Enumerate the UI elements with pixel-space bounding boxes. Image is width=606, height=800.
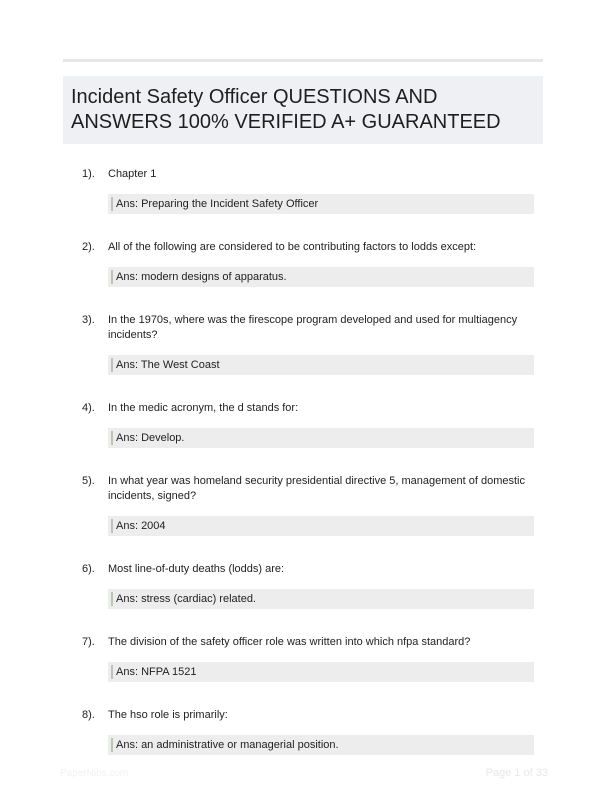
answer-text: Ans: NFPA 1521 [116, 666, 197, 678]
page-indicator: Page 1 of 33 [485, 767, 548, 779]
answer-box [108, 355, 534, 375]
answer-accent-bar [111, 197, 113, 211]
answer-accent-bar [111, 738, 113, 752]
question-item-3 [63, 306, 543, 375]
footer-watermark: PaperNibs.com [60, 768, 129, 779]
answer-accent-bar [111, 358, 113, 372]
question-item-6 [63, 555, 543, 609]
question-text: In what year was homeland security presidential directive 5, management of domestic incidents, signed? [108, 475, 525, 502]
question-number: 1). [82, 168, 95, 180]
answer-box [108, 267, 534, 287]
question-item-5 [63, 467, 543, 536]
question-item-8 [63, 701, 543, 755]
question-item-2 [63, 233, 543, 287]
answer-accent-bar [111, 665, 113, 679]
answer-text: Ans: Develop. [116, 432, 185, 444]
answer-box [108, 735, 534, 755]
answer-accent-bar [111, 431, 113, 445]
question-text: All of the following are considered to be contributing factors to lodds except: [108, 241, 477, 253]
answer-box [108, 194, 534, 214]
question-item-4 [63, 394, 543, 448]
question-list [63, 160, 543, 774]
answer-text: Ans: stress (cardiac) related. [116, 593, 256, 605]
question-number: 6). [82, 563, 95, 575]
answer-box [108, 428, 534, 448]
answer-accent-bar [111, 592, 113, 606]
question-item-7 [63, 628, 543, 682]
question-item-1 [63, 160, 543, 214]
answer-accent-bar [111, 519, 113, 533]
answer-text: Ans: Preparing the Incident Safety Officer [116, 198, 319, 210]
answer-box [108, 662, 534, 682]
answer-accent-bar [111, 270, 113, 284]
question-number: 3). [82, 314, 95, 326]
question-text: In the medic acronym, the d stands for: [108, 402, 299, 414]
question-text: Most line-of-duty deaths (lodds) are: [108, 563, 285, 575]
question-number: 5). [82, 475, 95, 487]
question-number: 4). [82, 402, 95, 414]
question-text: The division of the safety officer role was written into which nfpa standard? [108, 636, 471, 648]
question-text: In the 1970s, where was the firescope program developed and used for multiagency incidents? [108, 314, 518, 341]
question-number: 7). [82, 636, 95, 648]
answer-text: Ans: an administrative or managerial position. [116, 739, 339, 751]
question-number: 2). [82, 241, 95, 253]
question-text: The hso role is primarily: [108, 709, 228, 721]
top-divider [63, 59, 543, 62]
document-title: Incident Safety Officer QUESTIONS AND ANSWERS 100% VERIFIED A+ GUARANTEED [71, 86, 501, 133]
title-banner [63, 76, 543, 144]
answer-text: Ans: The West Coast [116, 359, 220, 371]
answer-text: Ans: 2004 [116, 520, 166, 532]
answer-box [108, 589, 534, 609]
question-number: 8). [82, 709, 95, 721]
question-text: Chapter 1 [108, 168, 157, 180]
answer-box [108, 516, 534, 536]
answer-text: Ans: modern designs of apparatus. [116, 271, 287, 283]
